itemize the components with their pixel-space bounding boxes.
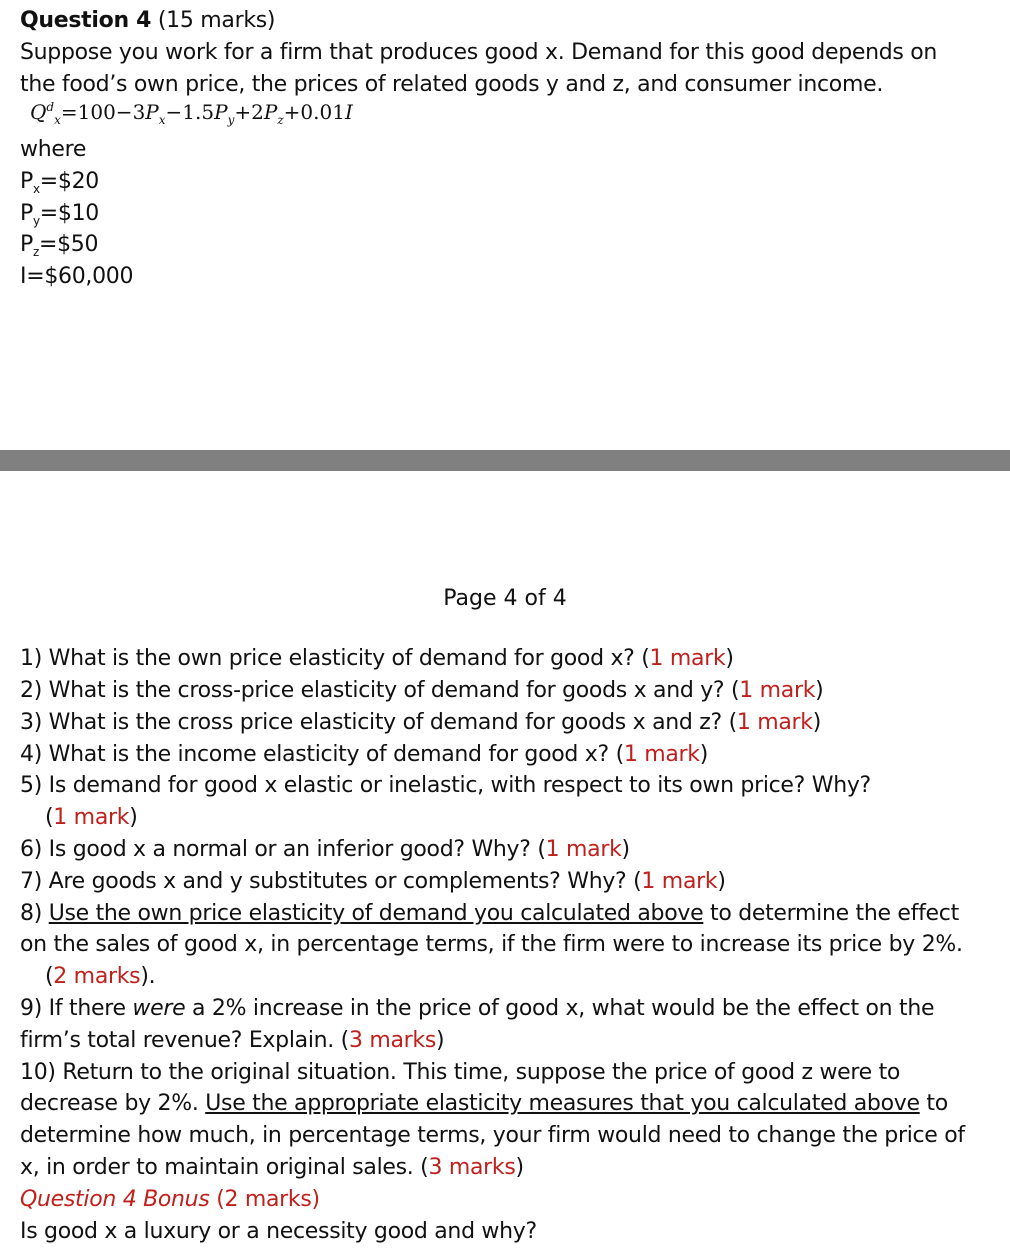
question-9-line-2: firm’s total revenue? Explain. (3 marks)	[20, 1028, 445, 1053]
question-2: 2) What is the cross-price elasticity of demand for goods x and y? (1 mark)	[20, 678, 824, 703]
bonus-title: Question 4 Bonus (2 marks)	[20, 1187, 320, 1212]
marks-badge: 3 marks	[348, 1028, 437, 1053]
marks-badge: 1 mark	[53, 805, 130, 830]
income-value: I=$60,000	[20, 264, 134, 289]
question-8-marks: (2 marks).	[45, 964, 156, 989]
demand-equation: $Q^d_x=100-3P_x-1.5P_y+2P_z+0.01I$	[30, 100, 353, 127]
intro-line-1: Suppose you work for a firm that produces good x. Demand for this good depends on	[20, 40, 938, 65]
marks-badge: 1 mark	[545, 837, 622, 862]
question-10-line-2: decrease by 2%. Use the appropriate elasticity measures that you calculated above to	[20, 1091, 948, 1116]
question-7: 7) Are goods x and y substitutes or complements? Why? (1 mark)	[20, 869, 726, 894]
question-10-line-3: determine how much, in percentage terms, your firm would need to change the price of	[20, 1123, 965, 1148]
question-8-line-2: on the sales of good x, in percentage terms, if the firm were to increase its price by 2%.	[20, 932, 963, 957]
page-number: Page 4 of 4	[443, 586, 567, 611]
question-marks: (15 marks)	[157, 8, 276, 33]
question-5: 5) Is demand for good x elastic or inelastic, with respect to its own price? Why?	[20, 773, 871, 798]
marks-badge: 1 mark	[623, 742, 700, 767]
marks-badge: 2 marks	[53, 964, 141, 989]
marks-badge: 1 mark	[649, 646, 726, 671]
price-x-value: $P_x=\$20$	[20, 169, 100, 196]
question-5-marks: (1 mark)	[45, 805, 138, 830]
marks-badge: 1 mark	[736, 710, 813, 735]
marks-badge: 1 mark	[739, 678, 816, 703]
question-title	[20, 6, 275, 36]
question-8: 8) Use the own price elasticity of demand you calculated above to determine the effect	[20, 901, 959, 926]
intro-line-2: the food’s own price, the prices of related goods y and z, and consumer income.	[20, 72, 884, 97]
page-divider	[0, 450, 1010, 471]
question-1: 1) What is the own price elasticity of demand for good x? (1 mark)	[20, 646, 734, 671]
marks-badge: 3 marks	[428, 1155, 516, 1180]
question-9: 9) If there were a 2% increase in the price of good x, what would be the effect on the	[20, 996, 935, 1021]
question-3: 3) What is the cross price elasticity of demand for goods x and z? (1 mark)	[20, 710, 822, 735]
price-z-value: $P_z=\$50$	[20, 232, 99, 259]
bonus-question: Is good x a luxury or a necessity good and why?	[20, 1219, 537, 1244]
marks-badge: 1 mark	[641, 869, 718, 894]
question-number: Question 4	[20, 8, 152, 33]
question-4: 4) What is the income elasticity of demand for good x? (1 mark)	[20, 742, 709, 767]
question-10: 10) Return to the original situation. This time, suppose the price of good z were to	[20, 1060, 901, 1085]
price-y-value: $P_y=\$10$	[20, 201, 100, 228]
question-10-line-4: x, in order to maintain original sales. (3 marks)	[20, 1155, 524, 1180]
question-6: 6) Is good x a normal or an inferior good? Why? (1 mark)	[20, 837, 630, 862]
where-label: where	[20, 137, 87, 162]
